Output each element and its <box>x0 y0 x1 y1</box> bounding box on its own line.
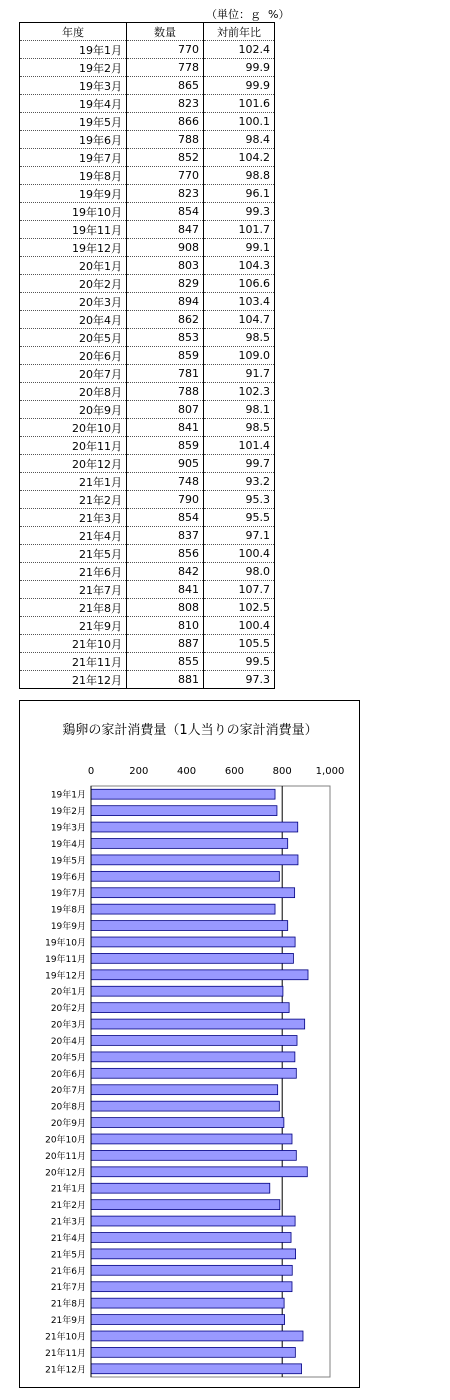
y-tick-label: 20年4月 <box>50 1036 86 1047</box>
cell-quantity: 859 <box>127 347 204 365</box>
cell-yoy-ratio: 99.7 <box>204 455 275 473</box>
bar <box>91 986 283 996</box>
cell-yoy-ratio: 103.4 <box>204 293 275 311</box>
cell-month: 19年2月 <box>20 59 127 77</box>
table-row <box>20 185 275 203</box>
y-tick-label: 20年9月 <box>50 1119 86 1130</box>
bar <box>91 1216 295 1226</box>
y-tick-label: 20年11月 <box>45 1151 86 1162</box>
cell-quantity: 770 <box>127 167 204 185</box>
x-tick-label: 200 <box>129 766 149 777</box>
cell-yoy-ratio: 98.5 <box>204 419 275 437</box>
cell-month: 20年8月 <box>20 383 127 401</box>
cell-yoy-ratio: 104.2 <box>204 149 275 167</box>
table-row <box>20 563 275 581</box>
bar <box>91 1200 280 1210</box>
bar <box>91 1101 279 1111</box>
cell-quantity: 894 <box>127 293 204 311</box>
cell-quantity: 837 <box>127 527 204 545</box>
bar <box>91 1068 296 1078</box>
table-row <box>20 383 275 401</box>
cell-month: 20年5月 <box>20 329 127 347</box>
table-row <box>20 293 275 311</box>
cell-quantity: 803 <box>127 257 204 275</box>
data-table <box>19 22 275 689</box>
cell-month: 19年4月 <box>20 95 127 113</box>
y-tick-label: 19年7月 <box>50 889 86 900</box>
cell-month: 21年5月 <box>20 545 127 563</box>
table-row <box>20 131 275 149</box>
cell-month: 21年6月 <box>20 563 127 581</box>
bar-chart <box>20 701 359 1387</box>
bar <box>91 921 288 931</box>
y-tick-label: 20年2月 <box>50 1004 86 1015</box>
header-yoy-ratio: 対前年比 <box>204 23 275 41</box>
cell-yoy-ratio: 99.5 <box>204 653 275 671</box>
cell-yoy-ratio: 97.1 <box>204 527 275 545</box>
y-tick-label: 21年5月 <box>50 1250 86 1261</box>
y-tick-label: 19年1月 <box>50 790 86 801</box>
cell-yoy-ratio: 102.5 <box>204 599 275 617</box>
cell-yoy-ratio: 104.7 <box>204 311 275 329</box>
table-row <box>20 113 275 131</box>
cell-month: 20年3月 <box>20 293 127 311</box>
cell-quantity: 748 <box>127 473 204 491</box>
table-row <box>20 527 275 545</box>
header-quantity: 数量 <box>127 23 204 41</box>
cell-yoy-ratio: 98.0 <box>204 563 275 581</box>
cell-yoy-ratio: 95.5 <box>204 509 275 527</box>
bar <box>91 1249 296 1259</box>
table-row <box>20 437 275 455</box>
bar <box>91 1150 296 1160</box>
cell-quantity: 856 <box>127 545 204 563</box>
table-row <box>20 617 275 635</box>
cell-month: 19年6月 <box>20 131 127 149</box>
table-row <box>20 365 275 383</box>
table-row <box>20 455 275 473</box>
cell-quantity: 842 <box>127 563 204 581</box>
cell-month: 21年11月 <box>20 653 127 671</box>
cell-month: 21年1月 <box>20 473 127 491</box>
cell-yoy-ratio: 93.2 <box>204 473 275 491</box>
cell-quantity: 862 <box>127 311 204 329</box>
cell-quantity: 790 <box>127 491 204 509</box>
table-row <box>20 401 275 419</box>
cell-quantity: 847 <box>127 221 204 239</box>
table-body <box>20 41 275 689</box>
cell-yoy-ratio: 97.3 <box>204 671 275 689</box>
x-tick-label: 800 <box>272 766 292 777</box>
cell-month: 19年3月 <box>20 77 127 95</box>
y-tick-label: 21年3月 <box>50 1217 86 1228</box>
unit-note: （単位：ｇ %） <box>206 8 290 21</box>
cell-yoy-ratio: 105.5 <box>204 635 275 653</box>
cell-month: 19年12月 <box>20 239 127 257</box>
cell-month: 21年7月 <box>20 581 127 599</box>
bar <box>91 1036 297 1046</box>
cell-month: 20年1月 <box>20 257 127 275</box>
bar <box>91 1265 292 1275</box>
cell-yoy-ratio: 104.3 <box>204 257 275 275</box>
cell-yoy-ratio: 98.4 <box>204 131 275 149</box>
bar <box>91 1282 292 1292</box>
y-tick-label: 19年8月 <box>50 905 86 916</box>
y-tick-label: 20年12月 <box>45 1168 86 1179</box>
table-row <box>20 257 275 275</box>
cell-month: 19年9月 <box>20 185 127 203</box>
table-row <box>20 581 275 599</box>
cell-yoy-ratio: 100.4 <box>204 617 275 635</box>
cell-month: 20年10月 <box>20 419 127 437</box>
cell-month: 19年7月 <box>20 149 127 167</box>
cell-yoy-ratio: 109.0 <box>204 347 275 365</box>
bar <box>91 1364 302 1374</box>
table-row <box>20 311 275 329</box>
bar <box>91 1183 270 1193</box>
bar <box>91 1298 284 1308</box>
bar <box>91 1331 303 1341</box>
cell-yoy-ratio: 101.4 <box>204 437 275 455</box>
cell-month: 20年9月 <box>20 401 127 419</box>
cell-month: 20年4月 <box>20 311 127 329</box>
cell-quantity: 841 <box>127 581 204 599</box>
table-row <box>20 77 275 95</box>
cell-quantity: 841 <box>127 419 204 437</box>
cell-quantity: 788 <box>127 383 204 401</box>
x-tick-label: 0 <box>87 766 95 777</box>
y-tick-label: 21年2月 <box>50 1201 86 1212</box>
y-tick-label: 19年3月 <box>50 823 86 834</box>
cell-month: 21年9月 <box>20 617 127 635</box>
y-tick-label: 21年9月 <box>50 1316 86 1327</box>
cell-yoy-ratio: 95.3 <box>204 491 275 509</box>
y-tick-label: 19年4月 <box>50 839 86 850</box>
bar <box>91 1233 291 1243</box>
y-tick-label: 19年5月 <box>50 856 86 867</box>
cell-month: 21年4月 <box>20 527 127 545</box>
header-year: 年度 <box>20 23 127 41</box>
y-tick-label: 21年6月 <box>50 1266 86 1277</box>
cell-yoy-ratio: 99.3 <box>204 203 275 221</box>
cell-quantity: 887 <box>127 635 204 653</box>
x-tick-label: 600 <box>224 766 244 777</box>
y-tick-label: 20年5月 <box>50 1053 86 1064</box>
y-tick-label: 21年12月 <box>45 1365 86 1376</box>
bar <box>91 888 295 898</box>
y-tick-label: 21年4月 <box>50 1233 86 1244</box>
bar <box>91 1003 289 1013</box>
table-row <box>20 347 275 365</box>
table-row <box>20 59 275 77</box>
table-row <box>20 329 275 347</box>
bar <box>91 904 275 914</box>
y-tick-label: 20年8月 <box>50 1102 86 1113</box>
y-tick-label: 19年2月 <box>50 807 86 818</box>
y-tick-label: 19年6月 <box>50 872 86 883</box>
cell-month: 20年6月 <box>20 347 127 365</box>
bar <box>91 1019 305 1029</box>
cell-quantity: 905 <box>127 455 204 473</box>
table-row <box>20 635 275 653</box>
bar <box>91 855 298 865</box>
x-tick-label: 400 <box>177 766 197 777</box>
bar <box>91 806 277 816</box>
cell-quantity: 866 <box>127 113 204 131</box>
cell-yoy-ratio: 102.4 <box>204 41 275 59</box>
table-row <box>20 599 275 617</box>
cell-quantity: 808 <box>127 599 204 617</box>
cell-quantity: 788 <box>127 131 204 149</box>
table-row <box>20 95 275 113</box>
cell-quantity: 881 <box>127 671 204 689</box>
cell-quantity: 859 <box>127 437 204 455</box>
cell-yoy-ratio: 99.1 <box>204 239 275 257</box>
cell-month: 20年7月 <box>20 365 127 383</box>
y-tick-label: 21年11月 <box>45 1348 86 1359</box>
cell-quantity: 865 <box>127 77 204 95</box>
cell-month: 21年8月 <box>20 599 127 617</box>
cell-quantity: 810 <box>127 617 204 635</box>
y-tick-label: 21年10月 <box>45 1332 86 1343</box>
cell-yoy-ratio: 100.1 <box>204 113 275 131</box>
bar <box>91 1052 295 1062</box>
cell-month: 20年2月 <box>20 275 127 293</box>
cell-quantity: 823 <box>127 185 204 203</box>
y-tick-label: 20年7月 <box>50 1086 86 1097</box>
bar <box>91 822 298 832</box>
cell-quantity: 853 <box>127 329 204 347</box>
cell-month: 21年2月 <box>20 491 127 509</box>
cell-month: 20年12月 <box>20 455 127 473</box>
table-row <box>20 149 275 167</box>
bar <box>91 871 279 881</box>
cell-month: 21年10月 <box>20 635 127 653</box>
table-row <box>20 491 275 509</box>
cell-quantity: 829 <box>127 275 204 293</box>
cell-quantity: 770 <box>127 41 204 59</box>
table-header-row <box>20 23 275 41</box>
cell-quantity: 778 <box>127 59 204 77</box>
table-row <box>20 671 275 689</box>
table-row <box>20 221 275 239</box>
y-tick-label: 21年8月 <box>50 1299 86 1310</box>
cell-yoy-ratio: 107.7 <box>204 581 275 599</box>
bar <box>91 839 288 849</box>
cell-month: 21年3月 <box>20 509 127 527</box>
y-tick-label: 20年10月 <box>45 1135 86 1146</box>
y-tick-label: 19年12月 <box>45 971 86 982</box>
table-row <box>20 275 275 293</box>
cell-quantity: 908 <box>127 239 204 257</box>
cell-month: 19年1月 <box>20 41 127 59</box>
cell-quantity: 823 <box>127 95 204 113</box>
bar <box>91 1167 307 1177</box>
bar <box>91 937 295 947</box>
cell-month: 19年5月 <box>20 113 127 131</box>
bar <box>91 1347 295 1357</box>
bar <box>91 789 275 799</box>
cell-quantity: 852 <box>127 149 204 167</box>
table-row <box>20 239 275 257</box>
cell-month: 19年8月 <box>20 167 127 185</box>
cell-yoy-ratio: 102.3 <box>204 383 275 401</box>
y-tick-label: 20年6月 <box>50 1069 86 1080</box>
table-row <box>20 419 275 437</box>
bar <box>91 953 293 963</box>
cell-month: 19年10月 <box>20 203 127 221</box>
table-row <box>20 167 275 185</box>
cell-yoy-ratio: 100.4 <box>204 545 275 563</box>
cell-quantity: 854 <box>127 509 204 527</box>
cell-yoy-ratio: 99.9 <box>204 77 275 95</box>
cell-yoy-ratio: 91.7 <box>204 365 275 383</box>
x-tick-label: 1,000 <box>315 766 345 777</box>
chart-panel <box>19 700 360 1388</box>
table-row <box>20 473 275 491</box>
cell-yoy-ratio: 106.6 <box>204 275 275 293</box>
table-row <box>20 509 275 527</box>
bar <box>91 1118 284 1128</box>
cell-yoy-ratio: 98.8 <box>204 167 275 185</box>
cell-yoy-ratio: 101.6 <box>204 95 275 113</box>
cell-yoy-ratio: 98.5 <box>204 329 275 347</box>
cell-quantity: 807 <box>127 401 204 419</box>
y-tick-label: 19年10月 <box>45 938 86 949</box>
y-tick-label: 19年9月 <box>50 922 86 933</box>
cell-yoy-ratio: 99.9 <box>204 59 275 77</box>
cell-month: 21年12月 <box>20 671 127 689</box>
chart-title: 鶏卵の家計消費量（1人当りの家計消費量） <box>62 723 318 738</box>
cell-month: 20年11月 <box>20 437 127 455</box>
bar <box>91 1134 292 1144</box>
table-row <box>20 653 275 671</box>
table-row <box>20 41 275 59</box>
cell-quantity: 854 <box>127 203 204 221</box>
cell-quantity: 855 <box>127 653 204 671</box>
y-tick-label: 20年3月 <box>50 1020 86 1031</box>
bar <box>91 1315 285 1325</box>
table-row <box>20 545 275 563</box>
cell-quantity: 781 <box>127 365 204 383</box>
cell-month: 19年11月 <box>20 221 127 239</box>
cell-yoy-ratio: 96.1 <box>204 185 275 203</box>
y-tick-label: 19年11月 <box>45 954 86 965</box>
y-tick-label: 21年1月 <box>50 1184 86 1195</box>
bar <box>91 1085 278 1095</box>
y-tick-label: 20年1月 <box>50 987 86 998</box>
table-row <box>20 203 275 221</box>
cell-yoy-ratio: 98.1 <box>204 401 275 419</box>
cell-yoy-ratio: 101.7 <box>204 221 275 239</box>
bar <box>91 970 308 980</box>
y-tick-label: 21年7月 <box>50 1283 86 1294</box>
